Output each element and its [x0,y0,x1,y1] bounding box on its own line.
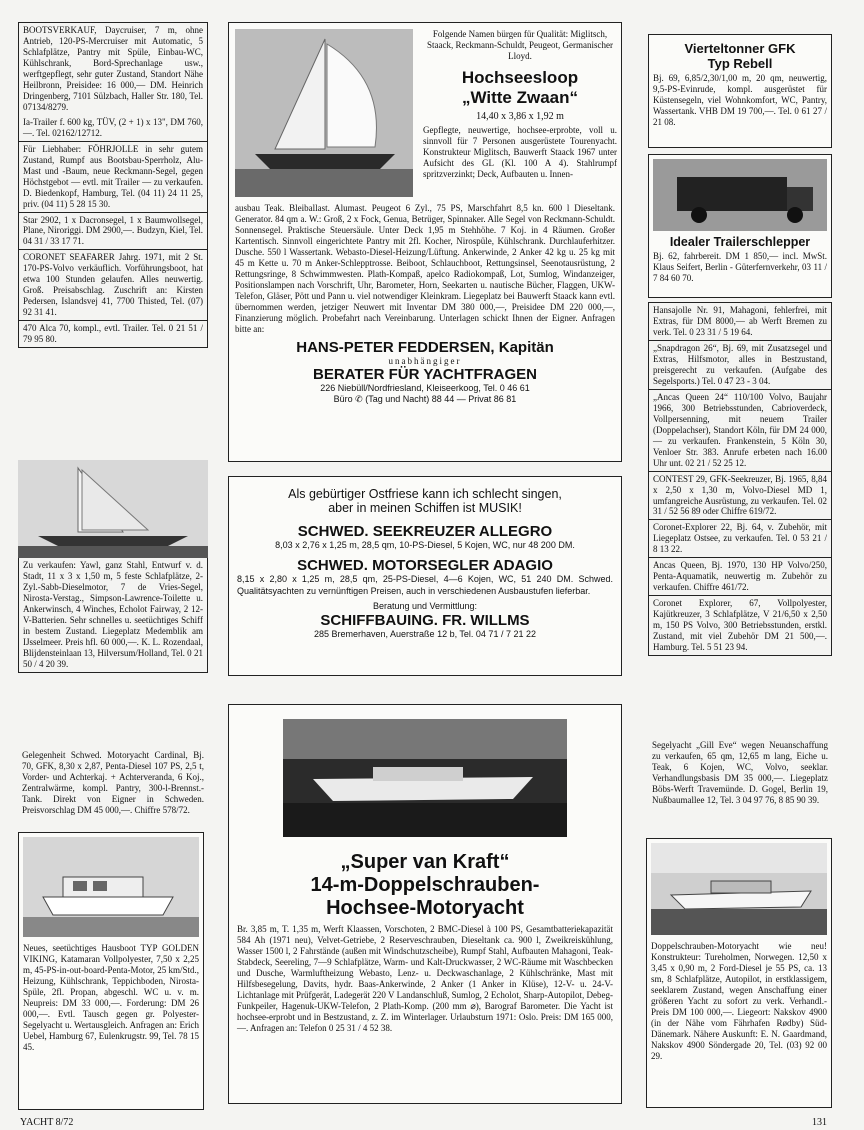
ad-text-contest: CONTEST 29, GFK-Seekreuzer, Bj. 1965, 8,84 x 2,50 x 1,30 m, Volvo-Diesel MD 1, umfangreiche Ausrüstung, zu verkaufen. Tel. 02 31 / 52 56 89 oder Chiffre 619/72. [648,471,832,520]
ad-text-doppelschrauben: Doppelschrauben-Motoryacht wie neu! Konstrukteur: Tureholmen, Norwegen. 12,50 x 3,45 x 0,90 m, 2 Ford-Diesel je 55 PS, ca. 13 sm, 8 Schlafplätze, Autopilot, in erstklassigem, seeklarem Zustand, wegen Anschaffung einer größeren Yacht zu sofort zu verk. Verhandl.-Preis DM 100 000,—. Liegeort: Nakskov 4900 (in der Nähe vom Fährhafen Rødby) Süd-Dänemark. Nähere Auskunft: E. N. Gaardmand, Nakskov 4900 Söndergade 20, Tel. (03) 92 00 29. [651,941,827,1061]
ad-super-van-kraft [228,704,622,1104]
witte-body-right: Gepflegte, neuwertige, hochsee-erprobte, voll u. sinnvoll für 7 Personen ausgerüstete Tourenyacht. Konstrukteur Miglitsch, Bauwerft Staack 1967 unter Aufsicht des GL (Kl. 100 A 4). Stahlrumpf spritzverzinkt; Deck, Aufbauten u. Innen- [423,124,617,179]
kraft-body: Br. 3,85 m, T. 1,35 m, Werft Klaassen, Vorschoten, 2 BMC-Diesel à 100 PS, Gesamtbatteriekapazität 584 Ah (1971 neu), Velvet-Getriebe, 2 Reserveschrauben, Dieseltank ca. 900 l, Zweikreiskühlung, Wasser 1500 l, 2 Fahrstände (außen mit Windschutzscheibe), Rumpf Stahl, Aufbauten Mahagoni, Teak-Stabdeck, Seereling, 7—9 Schlafplätze, Warm- und Kalt-Druckwasser, 2 WC-Räume mit Waschbecken und Dusche, Warmluftheizung Webasto, Lenz- u. Deckwaschanlage, 2 Kühlschränke, Mast mit Hilfsbesegelung, Davits, hydr. Baas-Ankerwinde, 2 Anker (1 Anker in Klüse), 12-V- u. 24-V-Lichtanlage mit Prüfgerät, Ladegerät 220 V Landanschluß, Sumlog, 2 Echolot, Sharp-Autopilot, Debeg-Funkpeiler, Hagenuk-UKW-Telefon, 2 Plath-Komp. (200 mm ⌀), Barograf Barometer. Die Yacht ist hochsee-erprobt und in Bestzustand, z. Z. im Winterlager. Urlaubsturn 1971: Oslo. Preis: DM 165 000,—. Anfragen an: Telefon 0 25 31 / 4 52 38. [237,924,613,1033]
ad-hausboot [18,832,204,1110]
allegro-heading-2: SCHWED. MOTORSEGLER ADAGIO [297,557,553,575]
witte-intro: Folgende Namen bürgen für Qualität: Miglitsch, Staack, Reckmann-Schuldt, Peugeot, Germanischer Lloyd. [427,29,613,61]
ad-bootsverkauf [18,22,208,452]
ad-text-coronet-seafarer: CORONET SEAFARER Jahrg. 1971, mit 2 St. 170-PS-Volvo verkäuflich. Vorführungsboot, hat etwa 100 Stunden gelaufen. Alles neuwertig. Groß. Preisabschlag. Zuschrift an: Kirsten Pedersen, Islandsvej 41, 7700 Thisted, Tel. (07) 92 31 41. [18,250,208,321]
page-number: 131 [812,1117,827,1128]
ad-yawl [18,460,208,740]
ad-text-ancas-queen-24: „Ancas Queen 24“ 110/100 Volvo, Baujahr 1966, 300 Betriebsstunden, Cabrioverdeck, Vollpersenning, mit neuem Trailer (Doppelachser), Standort Köln, für DM 24 000,— zu verkaufen. Frankenstein, 5 Köln 30, Venloer Str. 383. Anrufe erbeten nach 16.00 Uhr unt. 02 21 / 52 25 12. [648,389,832,471]
viertel-heading-1: Vierteltonner GFK [684,41,796,56]
kraft-title-3: Hochsee-Motoryacht [326,897,524,919]
ad-viertel [648,34,832,148]
ad-text-snapdragon: „Snapdragon 26“, Bj. 69, mit Zusatzsegel und Extras, Hilfsmotor, alles in Bestzustand, preisgerecht zu verkaufen. (Aufgabe des Segelsports.) Tel. 0 47 23 - 3 04. [648,340,832,389]
footer-magazine: YACHT 8/72 [20,1117,74,1128]
witte-dims: 14,40 x 3,86 x 1,92 m [476,110,564,122]
allegro-firm: SCHIFFBAUING. FR. WILLMS [320,612,530,629]
hausboot-photo [23,837,199,937]
doppelschrauben-photo [651,843,827,935]
ad-text-star: Star 2902, 1 x Dacronsegel, 1 x Baumwollsegel, Plane, Niroriggi. DM 2900,—. Budzyn, Kiel, Tel. 04 31 / 33 17 71. [18,213,208,251]
witte-title-2: „Witte Zwaan“ [461,87,579,107]
harbor-yacht-icon [651,843,827,935]
allegro-details-2: 8,15 x 2,80 x 1,25 m, 28,5 qm, 25-PS-Diesel, 4—6 Kojen, WC, 51 240 DM. Schwed. Qualitätsyachten zu vernünftigen Preisen, auch in verschiedenen Ausbaustufen lieferbar. [237,574,613,596]
allegro-details-1: 8,03 x 2,76 x 1,25 m, 28,5 qm, 10-PS-Diesel, 5 Kojen, WC, nur 48 200 DM. [275,540,575,550]
sailing-yacht-icon [235,29,413,197]
yawl-photo [18,460,208,558]
witte-unabhaengiger: unabhängiger [388,355,462,366]
witte-berater: BERATER FÜR YACHTFRAGEN [313,365,537,383]
ad-doppelschrauben [646,838,832,1108]
sailboat-icon [18,460,208,558]
ad-gill-eve [648,738,832,828]
trailerschlepper-photo [653,159,827,231]
allegro-address: 285 Bremerhaven, Auerstraße 12 b, Tel. 04 71 / 7 21 22 [314,629,536,639]
ad-witte-zwaan [228,22,622,462]
ad-text-gill-eve: Segelyacht „Gill Eve“ wegen Neuanschaffung zu verkaufen, 65 qm, 12,65 m lang, Eiche u. Teak, 6 Kojen, WC, Volvo, seeklar. Verhandlungsbasis DM 35 000,—. Liegeplatz Böbs-Werft Travemünde. D. Gogel, Berlin 19, Nußbaumallee 12, Tel. 3 04 97 76, 8 85 90 39. [652,740,828,805]
ad-text-ancas-queen: Ancas Queen, Bj. 1970, 130 HP Volvo/250, Penta-Aquamatik, neuwertig m. Zubehör zu verkaufen. Chiffre 461/72. [648,557,832,595]
houseboat-icon [23,837,199,937]
viertel-heading-2: Typ Rebell [707,56,773,71]
ad-allegro [228,476,622,676]
witte-body-full: ausbau Teak. Bleiballast. Alumast. Peugeot 6 Zyl., 75 PS, Marschfahrt 8,5 kn. 600 l Dieseltank. Generator. 84 qm a. W.: Groß, 2 x Fock, Genua, Betrüger, Spinnaker. Alle Segel von Reckmann-Schuldt. Sonnensegel. Praktische Steuersäule. Unter Deck 1,95 m Stehhöhe. 7 Koj. in 4 Räumen. Großer Kartentisch. Sinnvoll eingerichtete Pantry mit 2fl. Kocher, Nirospüle, Kühlschrank. Durchlauferhitzer. Dusche. 550 l Wassertank. Webasto-Diesel-Heizung/Lüftung. Ankerwinde, 2 Anker 42 kg u. 25 kg mit 45 m Kette u. 70 m Anker-Schlepptrosse. Beiboot, Schlauchboot, Rettungsinsel, Seenotausrüstung, 2 Rettungsringe, 8 Schwimmwesten. Plath-Kompaß, apelco Radiokompaß, Lot, Sumlog, Windanzeiger, Positionslampen nach Vorschrift, Uhr, Barometer, Horn, Seekarten u. nautische Bücher, Flaggen, UKW-Telefon, Gläser, Pött und Pann u. viel notwendiger Kleinkram. Liegeplatz bei Bauwerft Staack kann evtl. übernommen werden, jetziger Neuwert mit Inventar DM 380 000,—, Preisidee DM 220 000,—, Finanzierung möglich. Probefahrt nach Vereinbarung. Unterlagen schickt Ihnen der Eigner. Anfragen bitte an: [235,203,615,334]
super-van-kraft-photo [283,719,567,837]
ad-text-alca: 470 Alca 70, kompl., evtl. Trailer. Tel. 0 21 51 / 79 95 80. [18,321,208,348]
ad-text-hausboot: Neues, seetüchtiges Hausboot TYP GOLDEN VIKING, Katamaran Vollpolyester, 7,50 x 2,25 m, 45-PS-in-out-board-Penta-Motor, 25 km/Std., Heizung, Kühlschrank, Teppichboden, Nirosta-Spüle, 2fl. Propan, abgeschl. WC u. v. m. Neupreis: DM 33 000,—. Forderung: DM 26 000,—. Evtl. Tausch gegen gr. Polyester-Segelyacht u. Wertausgleich. Anfragen an: Erich Uebel, Hamburg 67, Eulenkrugstr. 99, Tel. 78 15 45. [23,943,199,1052]
allegro-beratung: Beratung und Vermittlung: [372,600,478,611]
ad-text-bootsverkauf: BOOTSVERKAUF, Daycruiser, 7 m, ohne Antrieb, 120-PS-Mercruiser mit Automatic, 5 Schlafplätze, Pantry mit Spüle, Einbau-WC, Kühlschrank, Bord-Sprechanlage usw., werftgepflegt, sehr guter Zustand, Standort Nähe Heilbronn, Preisidee: 16 000,— DM. Heinrich Dringenberg, 7101 Sülzbach, Haller Str. 180, Tel. 07134/8279. [18,22,208,115]
kraft-title-1: „Super van Kraft“ [340,851,510,873]
motor-yacht-icon [283,719,567,837]
ad-text-foehrjolle: Für Liebhaber: FÖHRJOLLE in sehr gutem Zustand, Rumpf aus Bootsbau-Sperrholz, Alu-Mast und -Baum, neue Reckmann-Segel, gegen Höchstgebot — evtl. mit Trailer — zu verkaufen. D. Biedenkopf, Hamburg, Tel. (04 11) 24 11 25, priv. (04 11) 5 28 15 30. [18,142,208,213]
witte-address-2: Büro ✆ (Tag und Nacht) 88 44 — Privat 86 81 [333,393,517,404]
ad-text-trailer: Ia-Trailer f. 600 kg, TÜV, (2 + 1) x 13", DM 760,—. Tel. 02162/12712. [18,115,208,142]
truck-icon [653,159,827,231]
allegro-heading-1: SCHWED. SEEKREUZER ALLEGRO [297,523,553,540]
ad-text-hansajolle: Hansajolle Nr. 91, Mahagoni, fehlerfrei, mit Extras, für DM 8000,— ab Werft Bremen zu verk. Tel. 0 23 31 / 5 19 64. [648,302,832,340]
allegro-quote-2: aber in meinen Schiffen ist MUSIK! [328,501,522,515]
ad-text-coronet-explorer: Coronet Explorer, 67, Vollpolyester, Kajütkreuzer, 3 Schlafplätze, V 21/6,50 x 2,50 m, 150 PS Volvo, 300 Betriebsstunden, erstkl. Zustand, mit viel Zubehör DM 21 500,—. Hamburg. Tel. 5 51 23 94. [648,595,832,656]
ad-text-yawl: Zu verkaufen: Yawl, ganz Stahl, Entwurf v. d. Stadt, 11 x 3 x 1,50 m, 5 feste Schlafplätze, 2-Zyl.-Sabb-Dieselmotor, 7 de Vries-Segel, Nirosta-Verstag., Simpson-Lawrence-Toilette u. Ankerwinsch, 4 Winches, Echolot Fairway, 2 12-V-Batterien. Sehr schnelles u. seetüchtiges Schiff in bestem Zustand. Liegeplatz Medemblik am IJsselmeer. Preis hfl. 60 000,—. K. L. Rozendaal, Blijdensteinlaan 13, Hilversum/Holland, Tel. 0 21 50 / 4 20 39. [18,558,208,673]
witte-address-1: 226 Niebüll/Nordfriesland, Kleiseerkoog, Tel. 0 46 61 [320,382,530,393]
trailer-heading: Idealer Trailerschlepper [669,235,811,249]
ad-text-coronet-explorer-22: Coronet-Explorer 22, Bj. 64, v. Zubehör, mit Liegeplatz Ostsee, zu verkaufen. Tel. 0 53 21 / 8 13 22. [648,519,832,557]
kraft-title-2: 14-m-Doppelschrauben- [310,874,540,896]
witte-contact-name: HANS-PETER FEDDERSEN, Kapitän [296,338,554,356]
witte-zwaan-photo [235,29,413,197]
ad-trailerschlepper [648,154,832,298]
allegro-quote-1: Als gebürtiger Ostfriese kann ich schlecht singen, [288,487,562,501]
witte-title-1: Hochseesloop [461,67,579,87]
trailer-body: Bj. 62, fahrbereit. DM 1 850,— incl. MwSt. Klaus Seifert, Berlin - Güterfernverkehr, 03 11 / 7 84 60 70. [653,251,827,283]
viertel-body: Bj. 69, 6,85/2,30/1,00 m, 20 qm, neuwertig, 9,5-PS-Evinrude, kompl. ausgerüstet für Küstensegeln, viel Wohnkomfort, WC, Pantry, Wassertank. VHB DM 19 700,—. Tel. 0 61 27 / 21 08. [653,73,827,127]
ad-gelegenheit [18,748,208,826]
ad-right-small [648,302,832,734]
ad-text-gelegenheit: Gelegenheit Schwed. Motoryacht Cardinal, Bj. 70, GFK, 8,30 x 2,87, Penta-Diesel 107 PS, 2,5 t, Vorder- und Achterkaj. + Achterveranda, 6 Koj., Zentralwärme, kompl. Pantry, 300-l-Brennst.-Tank. Direkt von Eigner in Schweden. Preisvorschlag DM 45 000,—. Chiffre 578/72. [22,750,204,815]
